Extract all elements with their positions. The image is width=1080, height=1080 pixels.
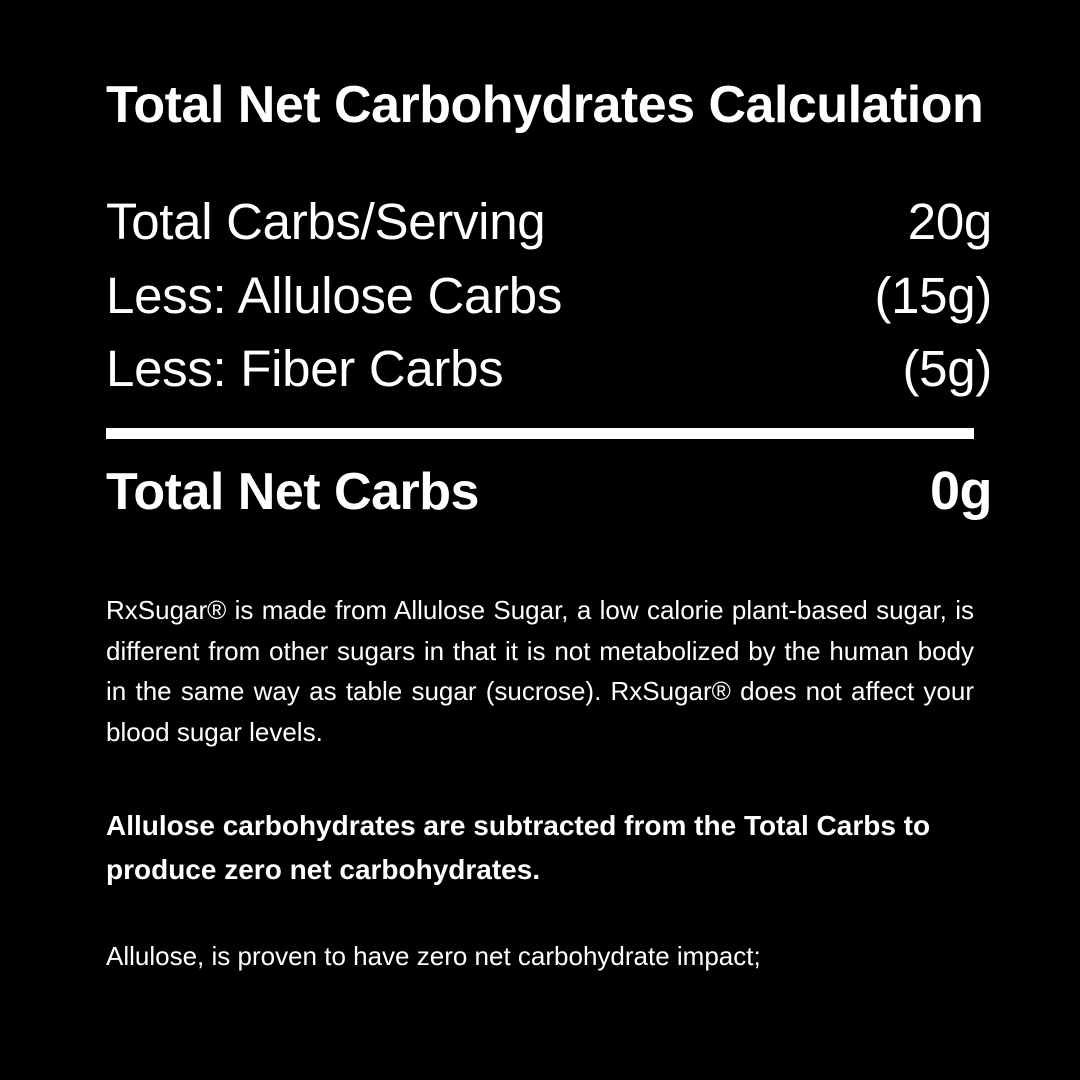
total-net-carbs-row xyxy=(106,459,992,524)
highlight-paragraph: Allulose carbohydrates are subtracted from the Total Carbs to produce zero net carbohydrates. xyxy=(106,810,931,886)
row-label-total-carbs: Total Carbs/Serving xyxy=(106,192,546,250)
description-paragraph: RxSugar® is made from Allulose Sugar, a low calorie plant-based sugar, is different from other sugars in that it is not metabolized by the human body in the same way as table sugar (sucrose). RxSugar® does not affect your blood sugar levels. xyxy=(106,595,974,747)
row-value-fiber-carbs: (5g) xyxy=(902,340,992,398)
table-row xyxy=(106,332,992,406)
row-value-total-carbs: 20g xyxy=(907,192,992,250)
total-net-carbs-label: Total Net Carbs xyxy=(106,463,479,522)
table-row xyxy=(106,259,992,333)
carb-breakdown-list xyxy=(106,185,992,407)
row-value-allulose-carbs: (15g) xyxy=(874,266,992,324)
table-row xyxy=(106,185,992,259)
total-divider xyxy=(106,428,974,439)
page-title: Total Net Carbohydrates Calculation xyxy=(106,76,984,134)
total-net-carbs-value: 0g xyxy=(929,461,992,522)
row-label-allulose-carbs: Less: Allulose Carbs xyxy=(106,266,563,324)
row-label-fiber-carbs: Less: Fiber Carbs xyxy=(106,340,504,398)
footnote-paragraph: Allulose, is proven to have zero net carbohydrate impact; xyxy=(106,940,761,971)
